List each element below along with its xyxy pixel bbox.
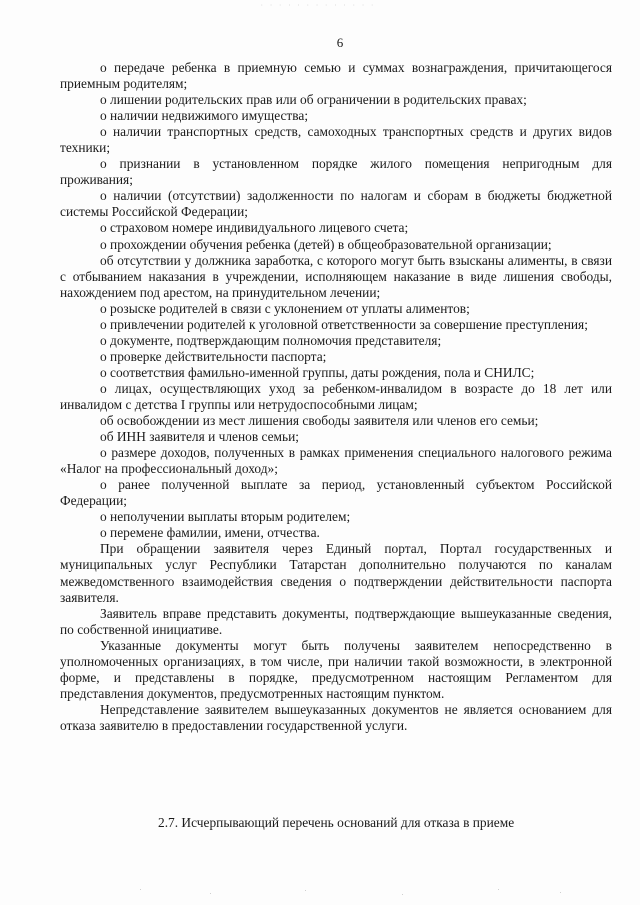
paragraph: о перемене фамилии, имени, отчества. (100, 525, 320, 541)
paragraph: о ранее полученной выплате за период, установленный субъектом Российской Федерации; (60, 477, 612, 509)
scan-speck (402, 894, 403, 895)
paragraph: о наличии транспортных средств, самоходных транспортных средств и других видов техники; (60, 124, 612, 156)
paragraph: о передаче ребенка в приемную семью и суммах вознаграждения, причитающегося приемным родителям; (60, 60, 612, 92)
paragraph: о страховом номере индивидуального лицевого счета; (100, 220, 409, 236)
paragraph: о наличии недвижимого имущества; (100, 108, 309, 124)
paragraph: При обращении заявителя через Единый портал, Портал государственных и муниципальных услуг Республики Татарстан дополнительно получаются по каналам межведомственного взаимодействия сведения о подтверждении действительности паспорта заявителя. (60, 541, 612, 605)
body-text (60, 60, 612, 734)
paragraph: о лицах, осуществляющих уход за ребенком-инвалидом в возрасте до 18 лет или инвалидом с детства I группы или нетрудоспособными лицам; (60, 380, 612, 412)
scan-speck (560, 892, 561, 893)
paragraph: об отсутствии у должника заработка, с которого могут быть взысканы алименты, в связи с отбыванием наказания в учреждении, исполняющем наказание в виде лишения свободы, нахождением под арестом, на принудительном лечении; (60, 252, 612, 300)
section-heading: 2.7. Исчерпывающий перечень оснований для отказа в приеме (158, 815, 515, 830)
scan-header-noise: · · · · · · · · · · · · · (260, 2, 376, 9)
scan-speck (305, 890, 306, 891)
paragraph: о признании в установленном порядке жилого помещения непригодным для проживания; (60, 156, 612, 188)
paragraph: о соответствия фамильно-именной группы, даты рождения, пола и СНИЛС; (100, 364, 535, 380)
scan-speck (140, 889, 141, 890)
page-number: 6 (336, 35, 344, 50)
paragraph: Указанные документы могут быть получены заявителем непосредственно в уполномоченных организациях, в том числе, при наличии такой возможности, в электронной форме, и представлены в порядке, предусмотренном настоящим Регламентом для представления документов, предусмотренных настоящим пунктом. (60, 637, 612, 701)
scan-speck (210, 893, 211, 894)
paragraph: о неполучении выплаты вторым родителем; (100, 509, 351, 525)
paragraph: о привлечении родителей к уголовной ответственности за совершение преступления; (100, 316, 588, 332)
paragraph: об ИНН заявителя и членов семьи; (100, 429, 300, 445)
paragraph: о розыске родителей в связи с уклонением от уплаты алиментов; (100, 300, 470, 316)
paragraph: о лишении родительских прав или об ограничении в родительских правах; (100, 92, 527, 108)
paragraph: Непредставление заявителем вышеуказанных документов не является основанием для отказа заявителю в предоставлении государственной услуги. (60, 701, 612, 733)
paragraph: о документе, подтверждающим полномочия представителя; (100, 332, 442, 348)
paragraph: о прохождении обучения ребенка (детей) в общеобразовательной организации; (100, 236, 552, 252)
paragraph: об освобождении из мест лишения свободы заявителя или членов его семьи; (100, 413, 539, 429)
paragraph: о размере доходов, полученных в рамках применения специального налогового режима «Налог на профессиональный доход»; (60, 445, 612, 477)
scan-speck (498, 889, 499, 890)
paragraph: о проверке действительности паспорта; (100, 348, 327, 364)
paragraph: о наличии (отсутствии) задолженности по налогам и сборам в бюджеты бюджетной системы Российской Федерации; (60, 188, 612, 220)
paragraph: Заявитель вправе представить документы, подтверждающие вышеуказанные сведения, по собственной инициативе. (60, 605, 612, 637)
